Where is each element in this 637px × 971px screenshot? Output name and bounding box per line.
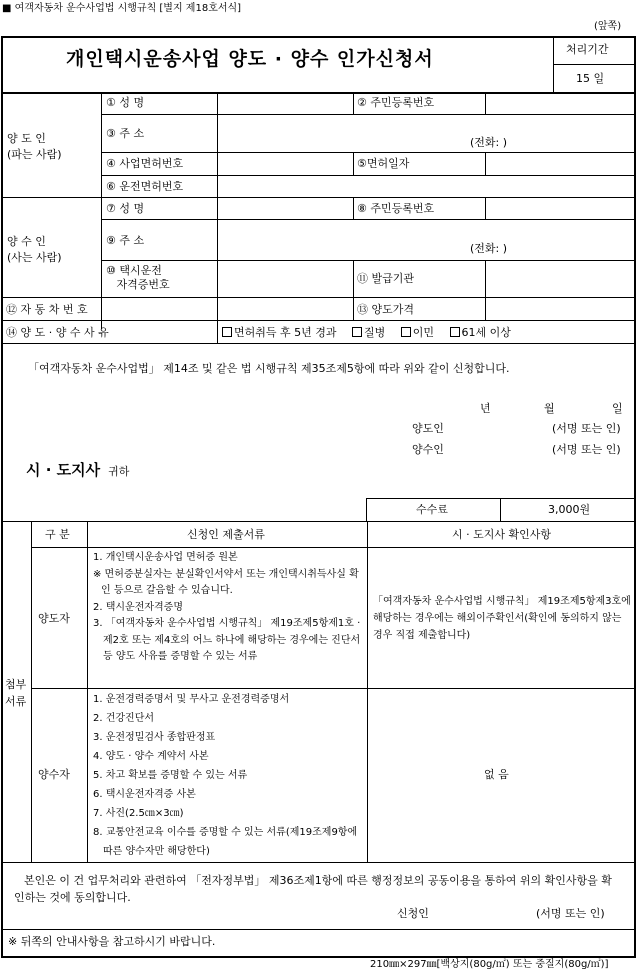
processing-label: 처리기간 (566, 43, 609, 56)
list-item: 3. 운전정밀검사 종합판정표 (93, 732, 216, 743)
attachments-side-label: 첨부 서류 (5, 678, 27, 708)
price-field[interactable] (486, 298, 633, 320)
transferee-phone: (전화: ) (470, 242, 508, 255)
consent-text: 본인은 이 건 업무처리와 관련하여 「전자정부법」 제36조제1항에 따른 행정정보의 공동이용을 통하여 위의 확인사항을 확인하는 것에 동의합니다. (14, 874, 612, 904)
date-year-label: 년 (480, 402, 491, 415)
form-source: ■ 여객자동차 운수사업법 시행규칙 [별지 제18호서식] (2, 3, 242, 14)
transferor-name-field[interactable] (218, 93, 352, 114)
transferee-qualification-label: ⑩ 택시운전 자격증번호 (106, 264, 170, 291)
transferor-group-label: 양 도 인 (파는 사람) (7, 132, 62, 161)
list-item: 1. 운전경력증명서 및 무사고 운전경력증명서 (93, 694, 290, 705)
transferee-docs-list (93, 690, 363, 861)
signer-transferee-sign[interactable]: (서명 또는 인) (552, 443, 621, 456)
transferee-row-label: 양수자 (38, 768, 70, 781)
consent-signer: 신청인 (397, 907, 429, 920)
frame-top (1, 36, 636, 38)
reason-option-emigration[interactable]: 이민 (401, 326, 434, 339)
transferee-issuer-label: ⑪ 발급기관 (357, 272, 415, 285)
transferee-group-label: 양 수 인 (사는 사람) (7, 235, 62, 264)
col-docs-header: 신청인 제출서류 (187, 528, 265, 541)
transferor-rrn-field[interactable] (486, 93, 633, 114)
list-item: 2. 택시운전자격증명 (93, 601, 183, 613)
transferor-license-no-label: ④ 사업면허번호 (106, 157, 184, 170)
col-check-header: 시 · 도지사 확인사항 (452, 528, 551, 541)
reverse-side-note: ※ 뒤쪽의 안내사항을 참고하시기 바랍니다. (8, 935, 216, 948)
processing-value: 15 일 (576, 72, 605, 85)
reason-label: ⑭ 양 도 · 양 수 사 유 (6, 326, 109, 339)
vehicle-no-field[interactable] (218, 298, 352, 320)
checkbox-icon (450, 327, 460, 337)
transferee-address-label: ⑨ 주 소 (106, 234, 145, 247)
transferor-license-no-field[interactable] (218, 153, 352, 175)
transferor-address-label: ③ 주 소 (106, 127, 145, 140)
fee-value: 3,000원 (548, 503, 591, 516)
list-item: 6. 택시운전자격증 사본 (93, 789, 196, 800)
list-item: 5. 차고 확보를 증명할 수 있는 서류 (93, 770, 248, 781)
consent-sign[interactable]: (서명 또는 인) (536, 907, 605, 920)
transferor-rrn-label: ② 주민등록번호 (357, 96, 435, 109)
transferor-driver-license-field[interactable] (218, 176, 633, 197)
transferor-driver-license-label: ⑥ 운전면허번호 (106, 180, 184, 193)
transferee-address-field[interactable] (218, 220, 633, 260)
transferor-phone: (전화: ) (470, 136, 508, 149)
reason-option-illness[interactable]: 질병 (352, 326, 385, 339)
reason-option-age61[interactable]: 61세 이상 (450, 326, 511, 339)
checkbox-icon (222, 327, 232, 337)
list-item: ※ 면허증분실자는 분실확인서약서 또는 개인택시취득사실 확인 등으로 갈음할 수 있습니다. (93, 568, 359, 596)
checkbox-icon (401, 327, 411, 337)
date-day-label: 일 (612, 402, 623, 415)
vehicle-no-label: ⑫ 자 동 차 번 호 (6, 303, 88, 316)
addressee: 시 · 도지사 귀하 (26, 461, 130, 479)
date-month-label: 월 (544, 402, 555, 415)
checkbox-icon (352, 327, 362, 337)
transferee-rrn-label: ⑧ 주민등록번호 (357, 202, 435, 215)
fee-label: 수수료 (416, 503, 448, 516)
paper-spec: 210㎜×297㎜[백상지(80g/㎡) 또는 중질지(80g/㎡)] (370, 959, 609, 970)
list-item: 1. 개인택시운송사업 면허증 원본 (93, 552, 238, 563)
transferee-issuer-field[interactable] (486, 261, 633, 297)
list-item: 2. 건강진단서 (93, 713, 155, 724)
transferee-name-field[interactable] (218, 198, 352, 219)
list-item: 3. 「여객자동차 운수사업법 시행규칙」 제19조제5항제1호 · 제2호 또는 제4호의 어느 하나에 해당하는 경우에는 진단서 등 양도 사유를 증명할 수 있는 서류 (93, 618, 361, 662)
signer-transferor-sign[interactable]: (서명 또는 인) (552, 422, 621, 435)
page-side: (앞쪽) (594, 21, 622, 32)
form-title: 개인택시운송사업 양도 · 양수 인가신청서 (66, 48, 434, 70)
transferor-check-text: 「여객자동차 운수사업법 시행규칙」 제19조제5항제3호에 해당하는 경우에는 해외이주확인서(확인에 동의하지 않는 경우 직접 제출합니다) (373, 596, 631, 641)
list-item: 8. 교통안전교육 이수를 증명할 수 있는 서류(제19조제9항에 따른 양수자만 해당한다) (93, 827, 358, 857)
reason-option-5years[interactable]: 면허취득 후 5년 경과 (222, 326, 337, 339)
list-item: 4. 양도 · 양수 계약서 사본 (93, 751, 209, 762)
col-type-header: 구 분 (45, 528, 70, 541)
application-statement: 「여객자동차 운수사업법」 제14조 및 같은 법 시행규칙 제35조제5항에 따라 위와 같이 신청합니다. (28, 362, 510, 375)
transferor-row-label: 양도자 (38, 612, 70, 625)
signer-transferee-role: 양수인 (412, 443, 444, 456)
list-item: 7. 사진(2.5㎝×3㎝) (93, 808, 184, 819)
transferee-rrn-field[interactable] (486, 198, 633, 219)
signer-transferor-role: 양도인 (412, 422, 444, 435)
transferee-name-label: ⑦ 성 명 (106, 202, 145, 215)
transferor-docs-list (93, 550, 363, 666)
transferee-qualification-field[interactable] (218, 261, 352, 297)
frame-left (1, 36, 3, 958)
transferor-license-date-label: ⑤면허일자 (357, 157, 410, 170)
transferee-check-text: 없 음 (484, 768, 509, 781)
transferor-name-label: ① 성 명 (106, 96, 145, 109)
reason-options (222, 326, 511, 339)
transferor-license-date-field[interactable] (486, 153, 633, 175)
price-label: ⑬ 양도가격 (357, 303, 415, 316)
transferor-address-field[interactable] (218, 115, 633, 152)
